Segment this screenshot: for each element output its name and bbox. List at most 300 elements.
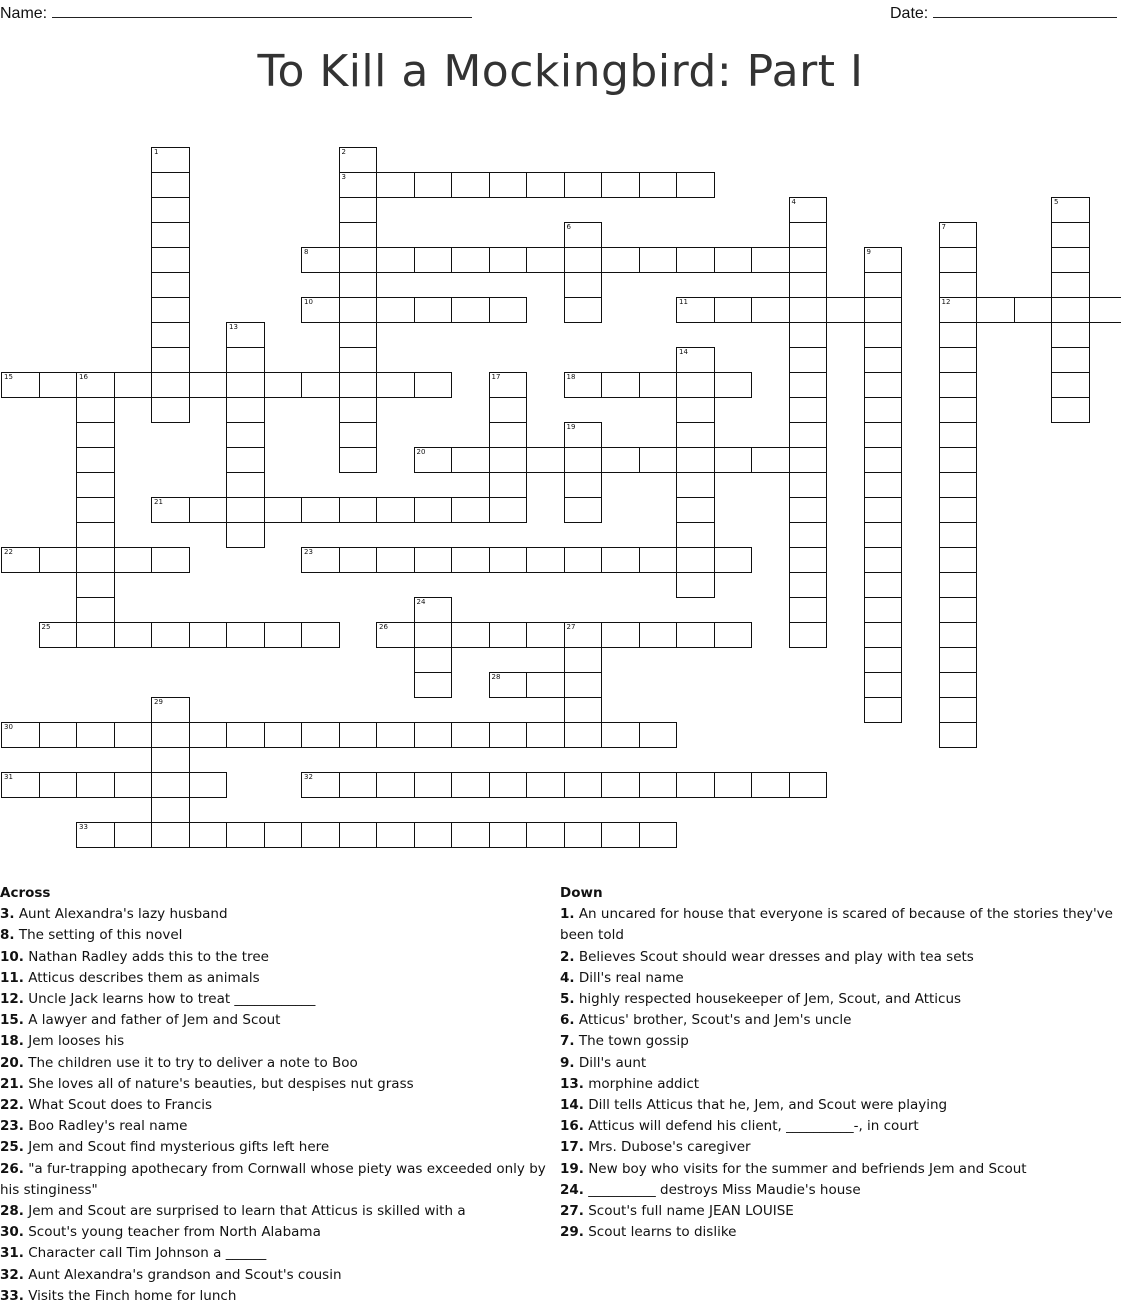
grid-cell[interactable]	[339, 772, 378, 798]
grid-cell[interactable]	[489, 422, 528, 448]
grid-cell[interactable]	[414, 722, 453, 748]
grid-cell[interactable]	[1051, 297, 1090, 323]
grid-cell[interactable]	[526, 672, 565, 698]
grid-cell[interactable]	[1, 372, 40, 398]
grid-cell[interactable]	[601, 772, 640, 798]
grid-cell[interactable]	[151, 747, 190, 773]
grid-cell[interactable]	[451, 172, 490, 198]
grid-cell[interactable]	[864, 322, 903, 348]
grid-cell[interactable]	[1051, 222, 1090, 248]
grid-cell[interactable]	[676, 572, 715, 598]
grid-cell[interactable]	[76, 397, 115, 423]
grid-cell[interactable]	[76, 772, 115, 798]
grid-cell[interactable]	[376, 547, 415, 573]
grid-cell[interactable]	[76, 522, 115, 548]
grid-cell[interactable]	[864, 622, 903, 648]
grid-cell[interactable]	[151, 772, 190, 798]
grid-cell[interactable]	[414, 822, 453, 848]
grid-cell[interactable]	[151, 622, 190, 648]
grid-cell[interactable]	[676, 447, 715, 473]
grid-cell[interactable]	[1051, 247, 1090, 273]
grid-cell[interactable]	[339, 197, 378, 223]
grid-cell[interactable]	[76, 547, 115, 573]
grid-cell[interactable]	[714, 297, 753, 323]
grid-cell[interactable]	[264, 822, 303, 848]
grid-cell[interactable]	[789, 447, 828, 473]
grid-cell[interactable]	[1051, 197, 1090, 223]
grid-cell[interactable]	[789, 272, 828, 298]
grid-cell[interactable]	[1051, 322, 1090, 348]
grid-cell[interactable]	[114, 822, 153, 848]
grid-cell[interactable]	[414, 672, 453, 698]
grid-cell[interactable]	[489, 297, 528, 323]
clue-number: 27	[566, 623, 576, 631]
grid-cell[interactable]	[789, 347, 828, 373]
grid-cell[interactable]	[789, 772, 828, 798]
grid-cell[interactable]	[376, 622, 415, 648]
grid-cell[interactable]	[339, 222, 378, 248]
grid-cell[interactable]	[864, 347, 903, 373]
grid-cell[interactable]	[1051, 272, 1090, 298]
grid-cell[interactable]	[789, 497, 828, 523]
grid-cell[interactable]	[601, 547, 640, 573]
grid-cell[interactable]	[864, 572, 903, 598]
grid-cell[interactable]	[676, 522, 715, 548]
grid-cell[interactable]	[489, 172, 528, 198]
grid-cell[interactable]	[939, 222, 978, 248]
grid-cell[interactable]	[189, 622, 228, 648]
grid-cell[interactable]	[39, 772, 78, 798]
grid-cell[interactable]	[639, 772, 678, 798]
grid-cell[interactable]	[714, 622, 753, 648]
grid-cell[interactable]	[939, 397, 978, 423]
grid-cell[interactable]	[564, 547, 603, 573]
grid-cell[interactable]	[676, 472, 715, 498]
grid-cell[interactable]	[151, 272, 190, 298]
grid-cell[interactable]	[714, 447, 753, 473]
grid-cell[interactable]	[864, 547, 903, 573]
grid-cell[interactable]	[789, 622, 828, 648]
grid-cell[interactable]	[489, 722, 528, 748]
grid-cell[interactable]	[939, 447, 978, 473]
grid-cell[interactable]	[564, 472, 603, 498]
grid-cell[interactable]	[564, 772, 603, 798]
grid-cell[interactable]	[789, 197, 828, 223]
grid-cell[interactable]	[1, 547, 40, 573]
grid-cell[interactable]	[189, 497, 228, 523]
grid-cell[interactable]	[414, 247, 453, 273]
grid-cell[interactable]	[601, 372, 640, 398]
grid-cell[interactable]	[39, 372, 78, 398]
grid-cell[interactable]	[676, 622, 715, 648]
grid-cell[interactable]	[751, 297, 790, 323]
grid-cell[interactable]	[714, 247, 753, 273]
grid-cell[interactable]	[976, 297, 1015, 323]
grid-cell[interactable]	[939, 472, 978, 498]
grid-cell[interactable]	[864, 697, 903, 723]
grid-cell[interactable]	[151, 147, 190, 173]
grid-cell[interactable]	[789, 547, 828, 573]
down-clue: 14. Dill tells Atticus that he, Jem, and Scout were playing	[560, 1097, 948, 1114]
grid-cell[interactable]	[76, 597, 115, 623]
grid-cell[interactable]	[489, 822, 528, 848]
grid-cell[interactable]	[226, 472, 265, 498]
grid-cell[interactable]	[864, 522, 903, 548]
grid-cell[interactable]	[414, 497, 453, 523]
grid-cell[interactable]	[301, 297, 340, 323]
grid-cell[interactable]	[789, 247, 828, 273]
grid-cell[interactable]	[414, 597, 453, 623]
grid-cell[interactable]	[339, 497, 378, 523]
grid-cell[interactable]	[526, 172, 565, 198]
grid-cell[interactable]	[789, 222, 828, 248]
grid-cell[interactable]	[414, 772, 453, 798]
grid-cell[interactable]	[151, 372, 190, 398]
grid-cell[interactable]	[526, 622, 565, 648]
grid-cell[interactable]	[189, 772, 228, 798]
grid-cell[interactable]	[939, 547, 978, 573]
grid-cell[interactable]	[564, 622, 603, 648]
grid-cell[interactable]	[151, 347, 190, 373]
grid-cell[interactable]	[639, 172, 678, 198]
grid-cell[interactable]	[226, 322, 265, 348]
grid-cell[interactable]	[301, 372, 340, 398]
grid-cell[interactable]	[226, 422, 265, 448]
grid-cell[interactable]	[151, 222, 190, 248]
grid-cell[interactable]	[151, 497, 190, 523]
grid-cell[interactable]	[639, 372, 678, 398]
grid-cell[interactable]	[226, 372, 265, 398]
grid-cell[interactable]	[714, 772, 753, 798]
grid-cell[interactable]	[226, 497, 265, 523]
grid-cell[interactable]	[151, 822, 190, 848]
grid-cell[interactable]	[151, 172, 190, 198]
grid-cell[interactable]	[339, 272, 378, 298]
clue-number: 32	[304, 773, 313, 781]
grid-cell[interactable]	[489, 397, 528, 423]
grid-cell[interactable]	[939, 347, 978, 373]
grid-cell[interactable]	[714, 372, 753, 398]
clue-number: 25	[41, 623, 51, 631]
grid-cell[interactable]	[939, 647, 978, 673]
grid-cell[interactable]	[76, 372, 115, 398]
grid-cell[interactable]	[1, 722, 40, 748]
grid-cell[interactable]	[601, 722, 640, 748]
grid-cell[interactable]	[114, 722, 153, 748]
grid-cell[interactable]	[526, 722, 565, 748]
grid-cell[interactable]	[526, 547, 565, 573]
grid-cell[interactable]	[151, 547, 190, 573]
grid-cell[interactable]	[676, 172, 715, 198]
grid-cell[interactable]	[939, 572, 978, 598]
grid-cell[interactable]	[376, 247, 415, 273]
grid-cell[interactable]	[226, 347, 265, 373]
grid-cell[interactable]	[226, 397, 265, 423]
grid-cell[interactable]	[189, 822, 228, 848]
grid-cell[interactable]	[564, 697, 603, 723]
grid-cell[interactable]	[564, 447, 603, 473]
grid-cell[interactable]	[339, 547, 378, 573]
grid-cell[interactable]	[189, 722, 228, 748]
grid-cell[interactable]	[339, 422, 378, 448]
grid-cell[interactable]	[864, 672, 903, 698]
grid-cell[interactable]	[564, 722, 603, 748]
grid-cell[interactable]	[564, 822, 603, 848]
grid-cell[interactable]	[451, 772, 490, 798]
grid-cell[interactable]	[864, 397, 903, 423]
grid-cell[interactable]	[751, 247, 790, 273]
grid-cell[interactable]	[489, 247, 528, 273]
grid-cell[interactable]	[376, 722, 415, 748]
grid-cell[interactable]	[789, 472, 828, 498]
grid-cell[interactable]	[339, 297, 378, 323]
grid-cell[interactable]	[114, 772, 153, 798]
grid-cell[interactable]	[864, 497, 903, 523]
grid-cell[interactable]	[114, 372, 153, 398]
grid-cell[interactable]	[939, 622, 978, 648]
grid-cell[interactable]	[676, 372, 715, 398]
grid-cell[interactable]	[939, 597, 978, 623]
grid-cell[interactable]	[601, 247, 640, 273]
grid-cell[interactable]	[414, 172, 453, 198]
grid-cell[interactable]	[151, 297, 190, 323]
grid-cell[interactable]	[789, 372, 828, 398]
clue-number: 15	[4, 373, 13, 381]
grid-cell[interactable]	[1051, 397, 1090, 423]
grid-cell[interactable]	[451, 622, 490, 648]
grid-cell[interactable]	[564, 672, 603, 698]
grid-cell[interactable]	[864, 597, 903, 623]
grid-cell[interactable]	[264, 497, 303, 523]
grid-cell[interactable]	[114, 622, 153, 648]
grid-cell[interactable]	[76, 822, 115, 848]
grid-cell[interactable]	[339, 247, 378, 273]
grid-cell[interactable]	[601, 622, 640, 648]
grid-cell[interactable]	[676, 347, 715, 373]
grid-cell[interactable]	[339, 397, 378, 423]
grid-cell[interactable]	[751, 772, 790, 798]
grid-cell[interactable]	[864, 297, 903, 323]
grid-cell[interactable]	[151, 247, 190, 273]
grid-cell[interactable]	[939, 247, 978, 273]
grid-cell[interactable]	[489, 447, 528, 473]
grid-cell[interactable]	[939, 522, 978, 548]
grid-cell[interactable]	[939, 297, 978, 323]
grid-cell[interactable]	[189, 372, 228, 398]
grid-cell[interactable]	[564, 172, 603, 198]
grid-cell[interactable]	[301, 247, 340, 273]
grid-cell[interactable]	[564, 222, 603, 248]
grid-cell[interactable]	[76, 422, 115, 448]
grid-cell[interactable]	[151, 322, 190, 348]
grid-cell[interactable]	[939, 672, 978, 698]
grid-cell[interactable]	[864, 647, 903, 673]
grid-cell[interactable]	[639, 722, 678, 748]
grid-cell[interactable]	[789, 397, 828, 423]
grid-cell[interactable]	[414, 447, 453, 473]
grid-cell[interactable]	[864, 247, 903, 273]
grid-cell[interactable]	[226, 822, 265, 848]
grid-cell[interactable]	[451, 722, 490, 748]
grid-cell[interactable]	[1051, 372, 1090, 398]
grid-cell[interactable]	[414, 622, 453, 648]
grid-cell[interactable]	[451, 497, 490, 523]
grid-cell[interactable]	[526, 822, 565, 848]
grid-cell[interactable]	[339, 147, 378, 173]
grid-cell[interactable]	[376, 772, 415, 798]
grid-cell[interactable]	[676, 297, 715, 323]
grid-cell[interactable]	[489, 372, 528, 398]
grid-cell[interactable]	[789, 572, 828, 598]
grid-cell[interactable]	[151, 197, 190, 223]
grid-cell[interactable]	[76, 472, 115, 498]
grid-cell[interactable]	[339, 722, 378, 748]
grid-cell[interactable]	[76, 622, 115, 648]
grid-cell[interactable]	[864, 472, 903, 498]
grid-cell[interactable]	[489, 772, 528, 798]
grid-cell[interactable]	[151, 722, 190, 748]
grid-cell[interactable]	[564, 297, 603, 323]
grid-cell[interactable]	[676, 772, 715, 798]
grid-cell[interactable]	[939, 497, 978, 523]
grid-cell[interactable]	[376, 822, 415, 848]
grid-cell[interactable]	[601, 172, 640, 198]
grid-cell[interactable]	[76, 722, 115, 748]
grid-cell[interactable]	[789, 522, 828, 548]
grid-cell[interactable]	[864, 372, 903, 398]
grid-cell[interactable]	[939, 422, 978, 448]
grid-cell[interactable]	[601, 447, 640, 473]
grid-cell[interactable]	[676, 397, 715, 423]
grid-cell[interactable]	[939, 272, 978, 298]
grid-cell[interactable]	[376, 172, 415, 198]
grid-cell[interactable]	[564, 497, 603, 523]
grid-cell[interactable]	[76, 447, 115, 473]
grid-cell[interactable]	[1014, 297, 1053, 323]
grid-cell[interactable]	[564, 647, 603, 673]
grid-cell[interactable]	[939, 697, 978, 723]
grid-cell[interactable]	[526, 772, 565, 798]
grid-cell[interactable]	[864, 422, 903, 448]
grid-cell[interactable]	[564, 247, 603, 273]
grid-cell[interactable]	[639, 822, 678, 848]
grid-cell[interactable]	[301, 772, 340, 798]
grid-cell[interactable]	[489, 672, 528, 698]
grid-cell[interactable]	[226, 447, 265, 473]
grid-cell[interactable]	[114, 547, 153, 573]
grid-cell[interactable]	[301, 547, 340, 573]
grid-cell[interactable]	[451, 297, 490, 323]
grid-cell[interactable]	[826, 297, 865, 323]
grid-cell[interactable]	[564, 272, 603, 298]
grid-cell[interactable]	[226, 722, 265, 748]
grid-cell[interactable]	[676, 247, 715, 273]
grid-cell[interactable]	[339, 822, 378, 848]
grid-cell[interactable]	[601, 822, 640, 848]
grid-cell[interactable]	[451, 822, 490, 848]
grid-cell[interactable]	[489, 622, 528, 648]
grid-cell[interactable]	[714, 547, 753, 573]
grid-cell[interactable]	[676, 547, 715, 573]
grid-cell[interactable]	[264, 372, 303, 398]
grid-cell[interactable]	[151, 797, 190, 823]
grid-cell[interactable]	[489, 472, 528, 498]
grid-cell[interactable]	[264, 722, 303, 748]
grid-cell[interactable]	[339, 172, 378, 198]
grid-cell[interactable]	[414, 372, 453, 398]
grid-cell[interactable]	[676, 497, 715, 523]
grid-cell[interactable]	[864, 447, 903, 473]
grid-cell[interactable]	[151, 697, 190, 723]
grid-cell[interactable]	[301, 722, 340, 748]
grid-cell[interactable]	[339, 447, 378, 473]
grid-cell[interactable]	[789, 322, 828, 348]
grid-cell[interactable]	[489, 497, 528, 523]
grid-cell[interactable]	[639, 247, 678, 273]
clue-number: 4	[791, 198, 796, 206]
grid-cell[interactable]	[451, 547, 490, 573]
grid-cell[interactable]	[39, 622, 78, 648]
grid-cell[interactable]	[789, 422, 828, 448]
grid-cell[interactable]	[639, 622, 678, 648]
grid-cell[interactable]	[301, 497, 340, 523]
grid-cell[interactable]	[639, 547, 678, 573]
grid-cell[interactable]	[526, 247, 565, 273]
grid-cell[interactable]	[39, 547, 78, 573]
across-clue: 28. Jem and Scout are surprised to learn that Atticus is skilled with a	[0, 1203, 466, 1220]
grid-cell[interactable]	[76, 572, 115, 598]
grid-cell[interactable]	[789, 597, 828, 623]
grid-cell[interactable]	[789, 297, 828, 323]
grid-cell[interactable]	[376, 497, 415, 523]
grid-cell[interactable]	[339, 322, 378, 348]
grid-cell[interactable]	[1089, 297, 1121, 323]
grid-cell[interactable]	[414, 547, 453, 573]
grid-cell[interactable]	[451, 247, 490, 273]
grid-cell[interactable]	[39, 722, 78, 748]
grid-cell[interactable]	[939, 322, 978, 348]
grid-cell[interactable]	[564, 372, 603, 398]
grid-cell[interactable]	[451, 447, 490, 473]
grid-cell[interactable]	[226, 622, 265, 648]
grid-cell[interactable]	[1051, 347, 1090, 373]
grid-cell[interactable]	[339, 372, 378, 398]
grid-cell[interactable]	[339, 347, 378, 373]
grid-cell[interactable]	[751, 447, 790, 473]
grid-cell[interactable]	[564, 422, 603, 448]
grid-cell[interactable]	[376, 372, 415, 398]
grid-cell[interactable]	[489, 547, 528, 573]
grid-cell[interactable]	[264, 622, 303, 648]
grid-cell[interactable]	[676, 422, 715, 448]
grid-cell[interactable]	[76, 497, 115, 523]
grid-cell[interactable]	[864, 272, 903, 298]
grid-cell[interactable]	[939, 722, 978, 748]
clue-number: 21	[154, 498, 163, 506]
grid-cell[interactable]	[1, 772, 40, 798]
grid-cell[interactable]	[526, 447, 565, 473]
grid-cell[interactable]	[414, 647, 453, 673]
grid-cell[interactable]	[151, 397, 190, 423]
grid-cell[interactable]	[939, 372, 978, 398]
grid-cell[interactable]	[301, 622, 340, 648]
page-title: To Kill a Mockingbird: Part I	[257, 46, 864, 97]
grid-cell[interactable]	[376, 297, 415, 323]
grid-cell[interactable]	[226, 522, 265, 548]
grid-cell[interactable]	[301, 822, 340, 848]
grid-cell[interactable]	[639, 447, 678, 473]
grid-cell[interactable]	[414, 297, 453, 323]
